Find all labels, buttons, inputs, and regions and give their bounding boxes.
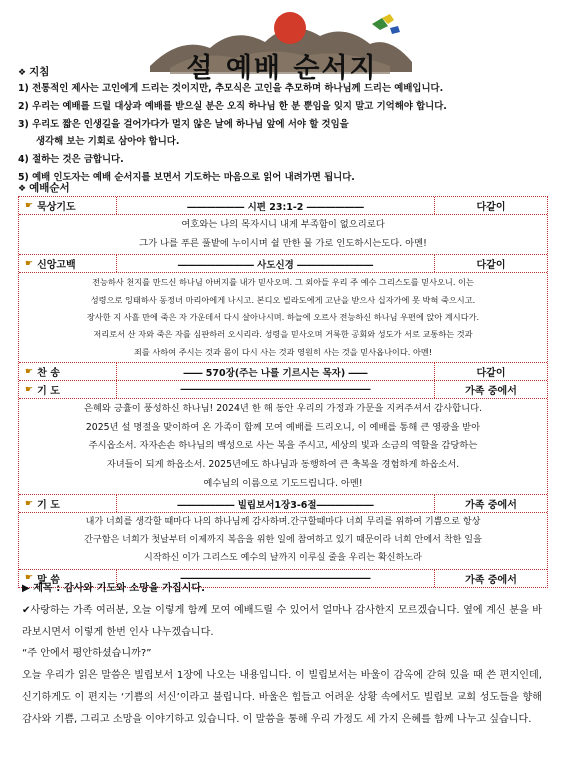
- body-line: 내가 너희를 생각할 때마다 나의 하나님께 감사하며.간구할때마다 너희 무리를 위하여 기쁨으로 항상: [85, 517, 481, 528]
- page-title: 설 예배 순서지: [186, 53, 378, 84]
- order-row-header: [19, 495, 547, 513]
- order-item-content: ―― 570장(주는 나를 기르시는 목자) ――: [117, 363, 435, 380]
- order-item-name: 기 도: [37, 500, 60, 512]
- pointing-hand-icon: ☛: [25, 384, 34, 395]
- worship-order-table: [18, 196, 548, 588]
- pointing-hand-icon: ☛: [25, 498, 34, 509]
- sermon-title: ▶ 제목 : 감사와 기도와 소망을 가집시다.: [22, 583, 205, 594]
- order-row-body: [19, 215, 547, 255]
- guideline-item: 5) 예배 인도자는 예배 순서지를 보면서 기도하는 마음으로 읽어 내려가면 됩니다.: [18, 171, 355, 183]
- guidelines-heading: ❖ 지침: [18, 66, 50, 78]
- body-line: 장사한 지 사흘 만에 죽은 자 가운데서 다시 살아나시며. 하늘에 오르사 전능하신 하나님 우편에 앉아 계시다가.: [86, 312, 480, 322]
- body-line: 은혜와 긍휼이 풍성하신 하나님! 2024년 한 해 동안 우리의 가정과 가문을 지켜주셔서 감사합니다.: [83, 403, 483, 415]
- order-item-name: 신앙고백: [37, 260, 76, 272]
- order-item-content: ―――――― 시편 23:1-2 ――――――: [117, 197, 435, 214]
- order-row-header: [19, 255, 547, 273]
- pointing-hand-icon: ☛: [25, 366, 34, 377]
- order-item-name: 기 도: [37, 386, 60, 398]
- order-item-leader: 다같이: [476, 260, 506, 272]
- body-line: 전능하사 천지를 만드신 하나님 아버지를 내가 믿사오며. 그 외아들 우리 주 예수 그리스도를 믿사오니. 이는: [92, 277, 474, 288]
- order-item-content: ―――――― 빌립보서1장3-6절――――――: [117, 495, 435, 512]
- order-row-body: [19, 513, 547, 569]
- order-item-leader: 가족 중에서: [465, 386, 517, 398]
- order-item-content: ――――――――――――――――――――: [117, 381, 435, 398]
- order-item-content: ――――――――――――――――――――: [117, 570, 435, 587]
- body-line: 그가 나를 푸른 풀밭에 누이시며 쉴 만한 물 가로 인도하시는도다. 아멘!: [139, 237, 427, 249]
- body-line: 자녀들이 되게 하옵소서. 2025년에도 하나님과 동행하여 큰 축복을 경험하게 하옵소서.: [106, 459, 460, 470]
- body-line: 주시옵소서. 자자손손 하나님의 백성으로 사는 복을 주시고, 세상의 빛과 소금의 역할을 감당하는: [88, 440, 478, 452]
- order-heading: ❖ 예배순서: [18, 182, 70, 194]
- order-item-content: ―――――――― 사도신경 ――――――――: [117, 255, 435, 272]
- sermon-paragraph: ✔사랑하는 가족 여러분, 오늘 이렇게 함께 모여 예배드릴 수 있어서 얼마나 감사한지 모르겠습니다. 옆에 계신 분을 바라보시면서 이렇게 한번 인사 나누겠습니다.: [22, 604, 542, 638]
- order-row-body: [19, 273, 547, 363]
- sermon-section: [22, 578, 542, 731]
- triangle-bullet-icon: ▶: [22, 583, 34, 594]
- body-line: 예수님의 이름으로 기도드립니다. 아멘!: [203, 477, 363, 489]
- body-line: 2025년 설 명절을 맞이하여 온 가족이 함께 모여 예배를 드리오니, 이 예배를 통해 큰 영광을 받아: [85, 421, 481, 433]
- pointing-hand-icon: ☛: [25, 258, 34, 269]
- guidelines-list: [18, 80, 548, 187]
- sermon-paragraph: “주 안에서 평안하셨습니까?”: [22, 648, 152, 660]
- pointing-hand-icon: ☛: [25, 200, 34, 211]
- guideline-item: 생각해 보는 기회로 삼아야 합니다.: [36, 136, 180, 148]
- body-line: 시작하신 이가 그리스도 예수의 날까지 이루실 줄을 우리는 확신하노라: [144, 552, 422, 563]
- order-item-leader: 다같이: [476, 368, 506, 380]
- body-line: 여호와는 나의 목자시니 내게 부족함이 없으리로다: [181, 219, 385, 230]
- order-row-header: [19, 381, 547, 399]
- sermon-paragraph: 오늘 우리가 읽은 말씀은 빌립보서 1장에 나오는 내용입니다. 이 빌립보서는 바울이 감옥에 갇혀 있을 때 쓴 편지인데, 신기하게도 이 편지는 ‘기쁨의 서신’이라고 불립니다. 바울은 힘들고 어려운 상황 속에서도 빌립보 교회 성도들을 향해 감사와 기쁨, 그리고 소망을 이야기하고 있습니다. 이 말씀을 통해 우리 가정도 세 가지 은혜를 함께 나누고 싶습니다.: [22, 670, 542, 725]
- guideline-item: 2) 우리는 예배를 드릴 대상과 예배를 받으실 분은 오직 하나님 한 분 뿐임을 잊지 말고 기억해야 합니다.: [18, 100, 447, 112]
- order-item-name: 말 씀: [37, 574, 60, 586]
- body-line: 죄를 사하여 주시는 것과 몸이 다시 사는 것과 영원히 사는 것을 믿사옵나이다. 아멘!: [133, 346, 433, 357]
- order-item-leader: 다같이: [476, 202, 506, 213]
- guideline-item: 3) 우리도 짧은 인생길을 걸어가다가 멀지 않은 날에 하나님 앞에 서야 할 것임을: [18, 118, 349, 130]
- body-line: 성령으로 잉태하사 동정녀 마리아에게 나시고. 본디오 빌라도에게 고난을 받으사 십자가에 못 박혀 죽으시고.: [90, 294, 476, 305]
- order-row-header: [19, 363, 547, 381]
- pointing-hand-icon: ☛: [25, 573, 34, 584]
- guideline-item: 4) 절하는 것은 금합니다.: [18, 154, 124, 166]
- order-item-name: 찬 송: [37, 368, 60, 380]
- order-item-name: 묵상기도: [37, 202, 76, 213]
- order-item-leader: 가족 중에서: [465, 574, 517, 586]
- diamond-bullet-icon: ❖: [18, 68, 27, 78]
- body-line: 저리로서 산 자와 죽은 자를 심판하러 오시리라. 성령을 믿사오며 거룩한 공회와 성도가 서로 교통하는 것과: [93, 329, 473, 340]
- order-row-header: [19, 197, 547, 215]
- order-row-body: [19, 399, 547, 495]
- guideline-item: 1) 전통적인 제사는 고인에게 드리는 것이지만, 추모식은 고인을 추모하며 하나님께 드리는 예배입니다.: [18, 83, 444, 94]
- order-item-leader: 가족 중에서: [465, 500, 517, 512]
- diamond-bullet-icon: ❖: [18, 184, 27, 194]
- body-line: 간구함은 너희가 첫날부터 이제까지 복음을 위한 일에 참여하고 있기 때문이라 너희 안에서 착한 일을: [84, 534, 482, 545]
